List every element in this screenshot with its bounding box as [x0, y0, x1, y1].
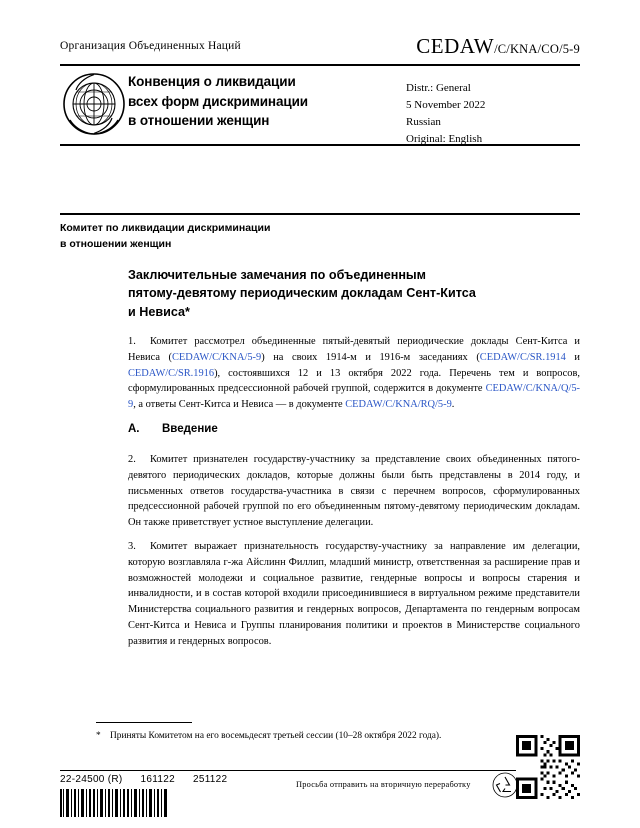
committee-name-line1: Комитет по ликвидации дискриминации — [60, 222, 271, 234]
un-emblem-icon — [62, 72, 126, 136]
convention-title-line2: всех форм дискриминации — [128, 93, 308, 109]
convention-title-line1: Конвенция о ликвидации — [128, 74, 296, 89]
paragraph-3-number: 3. — [128, 541, 136, 552]
document-reference-link[interactable]: CEDAW/C/KNA/Q/5-9 — [128, 383, 580, 411]
paragraph-1-segment: ) на своих 1914-м и 1916-м заседаниях ( — [261, 351, 480, 363]
paragraph-2-number: 2. — [128, 454, 136, 465]
qr-code — [516, 735, 580, 799]
section-heading-a — [128, 423, 218, 435]
document-symbol-suffix: /C/KNA/CO/5-9 — [494, 42, 580, 56]
paragraph-1-segment: . — [451, 399, 455, 411]
paragraph-1-segment: , а ответы Сент-Китса и Невиса –– в документе — [133, 399, 346, 411]
barcode — [60, 789, 168, 817]
document-symbol-main: CEDAW — [416, 34, 495, 58]
paragraph-1 — [128, 334, 580, 413]
paragraph-3 — [128, 539, 580, 650]
convention-title — [128, 72, 388, 131]
paragraph-2 — [128, 452, 580, 531]
footnote — [96, 730, 566, 744]
paragraph-1-segment: Комитет рассмотрел объединенные пятый-девятый периодические доклады Сент-Китса и Невиса ( — [128, 336, 580, 363]
document-reference-link[interactable]: CEDAW/C/SR.1916 — [128, 367, 215, 379]
page-title-line2: пятому-девятому периодическим докладам Сент-Китса — [128, 286, 476, 301]
job-number — [60, 774, 227, 785]
footnote-text: Приняты Комитетом на его восемьдесят третьей сессии (10–28 октября 2022 года). — [110, 731, 442, 741]
job-number-value: 22-24500 (R) — [60, 774, 123, 785]
distr-date: 5 November 2022 — [406, 99, 486, 112]
distr-original: Original: English — [406, 133, 483, 146]
footnote-rule — [96, 722, 192, 723]
masthead-top-rule — [60, 64, 580, 66]
page-title-line1: Заключительные замечания по объединенным — [128, 268, 426, 282]
paragraph-1-number: 1. — [128, 336, 136, 347]
recycle-icon — [492, 772, 518, 798]
distr-label: Distr.: General — [406, 82, 471, 94]
organization-name: Организация Объединенных Наций — [60, 40, 241, 52]
document-reference-link[interactable]: CEDAW/C/SR.1914 — [479, 351, 566, 363]
distribution-block — [406, 80, 586, 148]
committee-rule — [60, 213, 580, 215]
date-code-2: 251122 — [192, 774, 228, 785]
paragraph-1-text — [128, 336, 580, 410]
document-reference-link[interactable]: CEDAW/C/KNA/RQ/5-9 — [345, 399, 452, 411]
document-symbol — [416, 34, 580, 59]
paragraph-1-segment: ), состоявшихся 12 и 13 октября 2022 года. Перечень тем и вопросов, сформулированных предсессионной рабочей группой, содержится в документе — [128, 367, 580, 395]
convention-title-line3: в отношении женщин — [128, 113, 270, 129]
section-letter: А. — [128, 423, 140, 435]
date-code-1: 161122 — [140, 774, 175, 785]
page-title — [128, 266, 548, 321]
paragraph-2-text: Комитет признателен государству-участнику за представление своих объединенных пятого-девятого периодических докладов, которые должны были быть представлены в 2014 году, и письменных ответов государства-участника в связи с перечнем вопросов, сформулированных предсессионной рабочей группой по его объединенным пятому-девятому периодическим докладам. Он также приветствует устное выступление делегации. — [128, 454, 580, 529]
document-reference-link[interactable]: CEDAW/C/KNA/5-9 — [171, 351, 262, 363]
section-title: Введение — [162, 423, 218, 435]
committee-name-line2: в отношении женщин — [60, 237, 172, 250]
paragraph-3-text: Комитет выражает признательность государству-участнику за направление им делегации, которую возглавляла г-жа Айслинн Филлип, младший министр, ответственная за расширение прав и возможностей молодежи и социальное развитие, гендерные вопросы и вопросы старения и инвалидности, и в состав которой входили присоединившиеся в виртуальном режиме представители Министерства социального развития и гендерных вопросов, Департамента по гендерным вопросам Сент-Китса и Невиса и Группы планирования политики и проектов в Министерстве социального развития и гендерных вопросов. — [128, 541, 580, 647]
committee-name — [60, 221, 460, 253]
masthead — [60, 34, 580, 58]
paragraph-1-segment: и — [565, 351, 580, 363]
recycle-text: Просьба отправить на вторичную переработку — [296, 780, 471, 789]
footnote-marker: * — [96, 731, 101, 741]
distr-language: Russian — [406, 116, 441, 129]
page-title-line3: и Невиса* — [128, 304, 190, 319]
